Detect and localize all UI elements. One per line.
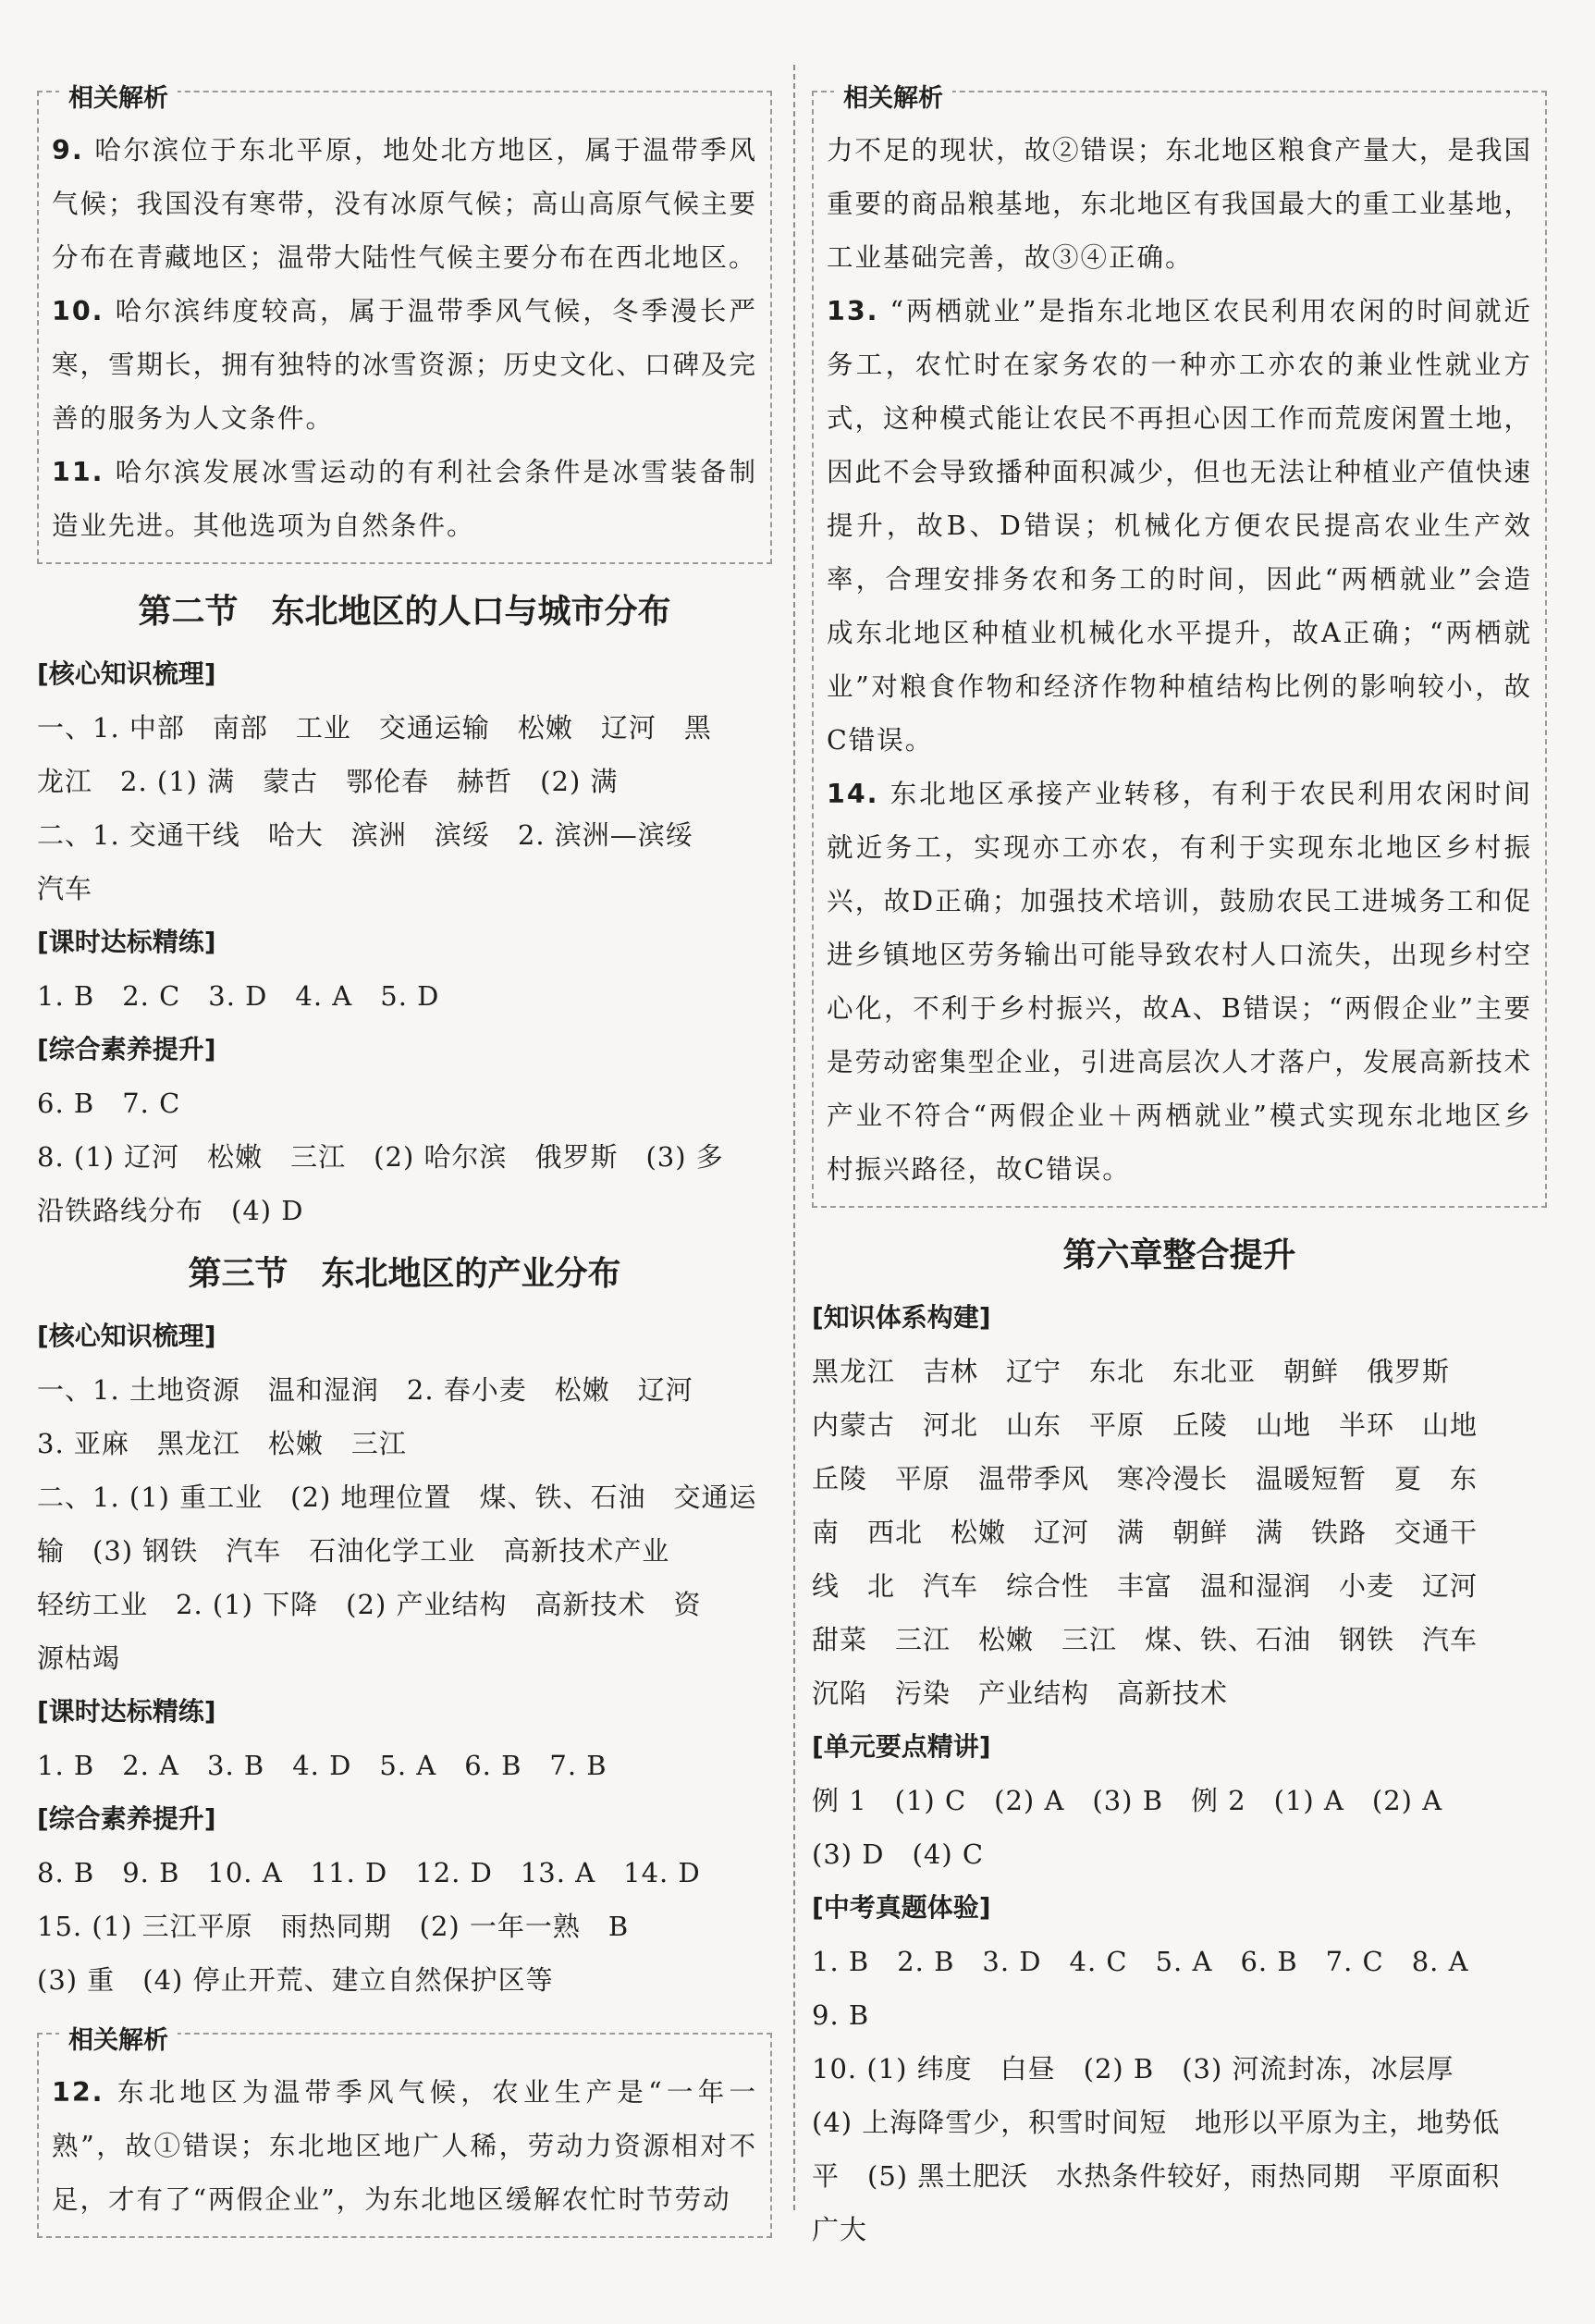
answer-line: 一、1. 中部 南部 工业 交通运输 松嫩 辽河 黑: [37, 712, 712, 744]
answer-line: 15. (1) 三江平原 雨热同期 (2) 一年一熟 B: [37, 1911, 630, 1942]
analysis-box-2: [37, 2026, 772, 2238]
subheading: [知识体系构建]: [812, 1302, 991, 1333]
answer-line: 黑龙江 吉林 辽宁 东北 东北亚 朝鲜 俄罗斯: [812, 1356, 1451, 1387]
answer-line: 9. B: [812, 1999, 870, 2031]
answer-line: 10. (1) 纬度 白昼 (2) B (3) 河流封冻，冰层厚: [812, 2053, 1454, 2084]
answer-line: 甜菜 三江 松嫩 三江 煤、铁、石油 钢铁 汽车: [812, 1624, 1478, 1655]
subheading: [单元要点精讲]: [812, 1731, 991, 1762]
right-column: [812, 84, 1547, 2256]
answer-line: 6. B 7. C: [37, 1088, 181, 1119]
answer-line: 平 (5) 黑土肥沃 水热条件较好，雨热同期 平原面积: [812, 2160, 1501, 2192]
analysis-item: 9. 哈尔滨位于东北平原，地处北方地区，属于温带季风气候；我国没有寒带，没有冰原气候；高山高原气候主要分布在青藏地区；温带大陆性气候主要分布在西北地区。: [52, 135, 757, 273]
answer-line: 输 (3) 钢铁 汽车 石油化学工业 高新技术产业: [37, 1535, 670, 1567]
analysis-item: 11. 哈尔滨发展冰雪运动的有利社会条件是冰雪装备制造业先进。其他选项为自然条件。: [52, 457, 757, 541]
answer-line: 1. B 2. B 3. D 4. C 5. A 6. B 7. C 8. A: [812, 1946, 1469, 1977]
analysis-item: 力不足的现状，故②错误；东北地区粮食产量大，是我国重要的商品粮基地，东北地区有我国最大的重工业基地，工业基础完善，故③④正确。: [827, 135, 1532, 273]
analysis-item: 12. 东北地区为温带季风气候，农业生产是“一年一熟”，故①错误；东北地区地广人稀，劳动力资源相对不足，才有了“两假企业”，为东北地区缓解农忙时节劳动: [52, 2077, 757, 2215]
left-column: [37, 84, 772, 2258]
answer-line: 内蒙古 河北 山东 平原 丘陵 山地 半环 山地: [812, 1409, 1478, 1441]
subheading: [核心知识梳理]: [37, 1321, 216, 1351]
answer-line: 8. B 9. B 10. A 11. D 12. D 13. A 14. D: [37, 1857, 701, 1888]
answer-line: 沿铁路线分布 (4) D: [37, 1195, 304, 1226]
subheading: [核心知识梳理]: [37, 658, 216, 689]
analysis-label: 相关解析: [59, 2020, 178, 2056]
section-title: 第二节 东北地区的人口与城市分布: [138, 593, 671, 631]
subheading: [课时达标精练]: [37, 1696, 216, 1727]
chapter-title: 第六章整合提升: [1062, 1236, 1296, 1274]
analysis-label: 相关解析: [59, 78, 178, 114]
section-title: 第三节 东北地区的产业分布: [188, 1255, 621, 1293]
answer-line: 源枯竭: [37, 1642, 121, 1674]
answer-line: 8. (1) 辽河 松嫩 三江 (2) 哈尔滨 俄罗斯 (3) 多: [37, 1141, 724, 1173]
answer-line: 汽车: [37, 873, 93, 904]
subheading: [综合素养提升]: [37, 1034, 216, 1064]
answer-line: 1. B 2. A 3. B 4. D 5. A 6. B 7. B: [37, 1750, 607, 1781]
answer-line: (3) 重 (4) 停止开荒、建立自然保护区等: [37, 1964, 554, 1996]
answer-line: (4) 上海降雪少，积雪时间短 地形以平原为主，地势低: [812, 2107, 1501, 2138]
answer-line: 二、1. (1) 重工业 (2) 地理位置 煤、铁、石油 交通运: [37, 1482, 757, 1513]
answer-line: 例 1 (1) C (2) A (3) B 例 2 (1) A (2) A: [812, 1785, 1443, 1816]
answer-line: 龙江 2. (1) 满 蒙古 鄂伦春 赫哲 (2) 满: [37, 766, 619, 797]
analysis-box-1: [37, 84, 772, 564]
answer-line: (3) D (4) C: [812, 1838, 985, 1870]
answer-line: 1. B 2. C 3. D 4. A 5. D: [37, 980, 440, 1012]
analysis-label: 相关解析: [834, 78, 952, 114]
subheading: [综合素养提升]: [37, 1803, 216, 1834]
answer-line: 广大: [812, 2214, 868, 2245]
analysis-item: 13. “两栖就业”是指东北地区农民利用农闲的时间就近务工，农忙时在家务农的一种亦工亦农的兼业性就业方式，这种模式能让农民不再担心因工作而荒废闲置土地，因此不会导致播种面积减少，但也无法让种植业产值快速提升，故B、D错误；机械化方便农民提高农业生产效率，合理安排务农和务工的时间，因此“两栖就业”会造成东北地区种植业机械化水平提升，故A正确；“两栖就业”对粮食作物和经济作物种植结构比例的影响较小，故C错误。: [827, 296, 1532, 756]
analysis-item: 14. 东北地区承接产业转移，有利于农民利用农闲时间就近务工，实现亦工亦农，有利于实现东北地区乡村振兴，故D正确；加强技术培训，鼓励农民工进城务工和促进乡镇地区劳务输出可能导致农村人口流失，出现乡村空心化，不利于乡村振兴，故A、B错误；“两假企业”主要是劳动密集型企业，引进高层次人才落户，发展高新技术产业不符合“两假企业＋两栖就业”模式实现东北地区乡村振兴路径，故C错误。: [827, 779, 1532, 1185]
analysis-item: 10. 哈尔滨纬度较高，属于温带季风气候，冬季漫长严寒，雪期长，拥有独特的冰雪资源；历史文化、口碑及完善的服务为人文条件。: [52, 296, 757, 434]
answer-line: 南 西北 松嫩 辽河 满 朝鲜 满 铁路 交通干: [812, 1517, 1478, 1548]
subheading: [课时达标精练]: [37, 927, 216, 957]
subheading: [中考真题体验]: [812, 1892, 991, 1923]
answer-line: 沉陷 污染 产业结构 高新技术: [812, 1678, 1229, 1709]
answer-line: 一、1. 土地资源 温和湿润 2. 春小麦 松嫩 辽河: [37, 1374, 693, 1406]
answer-line: 线 北 汽车 综合性 丰富 温和湿润 小麦 辽河: [812, 1570, 1478, 1602]
answer-line: 二、1. 交通干线 哈大 滨洲 滨绥 2. 滨洲—滨绥: [37, 819, 693, 851]
answer-line: 3. 亚麻 黑龙江 松嫩 三江: [37, 1428, 407, 1459]
column-divider: [793, 65, 795, 2210]
answer-line: 轻纺工业 2. (1) 下降 (2) 产业结构 高新技术 资: [37, 1589, 702, 1620]
analysis-box-3: [812, 84, 1547, 1208]
answer-line: 丘陵 平原 温带季风 寒冷漫长 温暖短暂 夏 东: [812, 1463, 1478, 1494]
